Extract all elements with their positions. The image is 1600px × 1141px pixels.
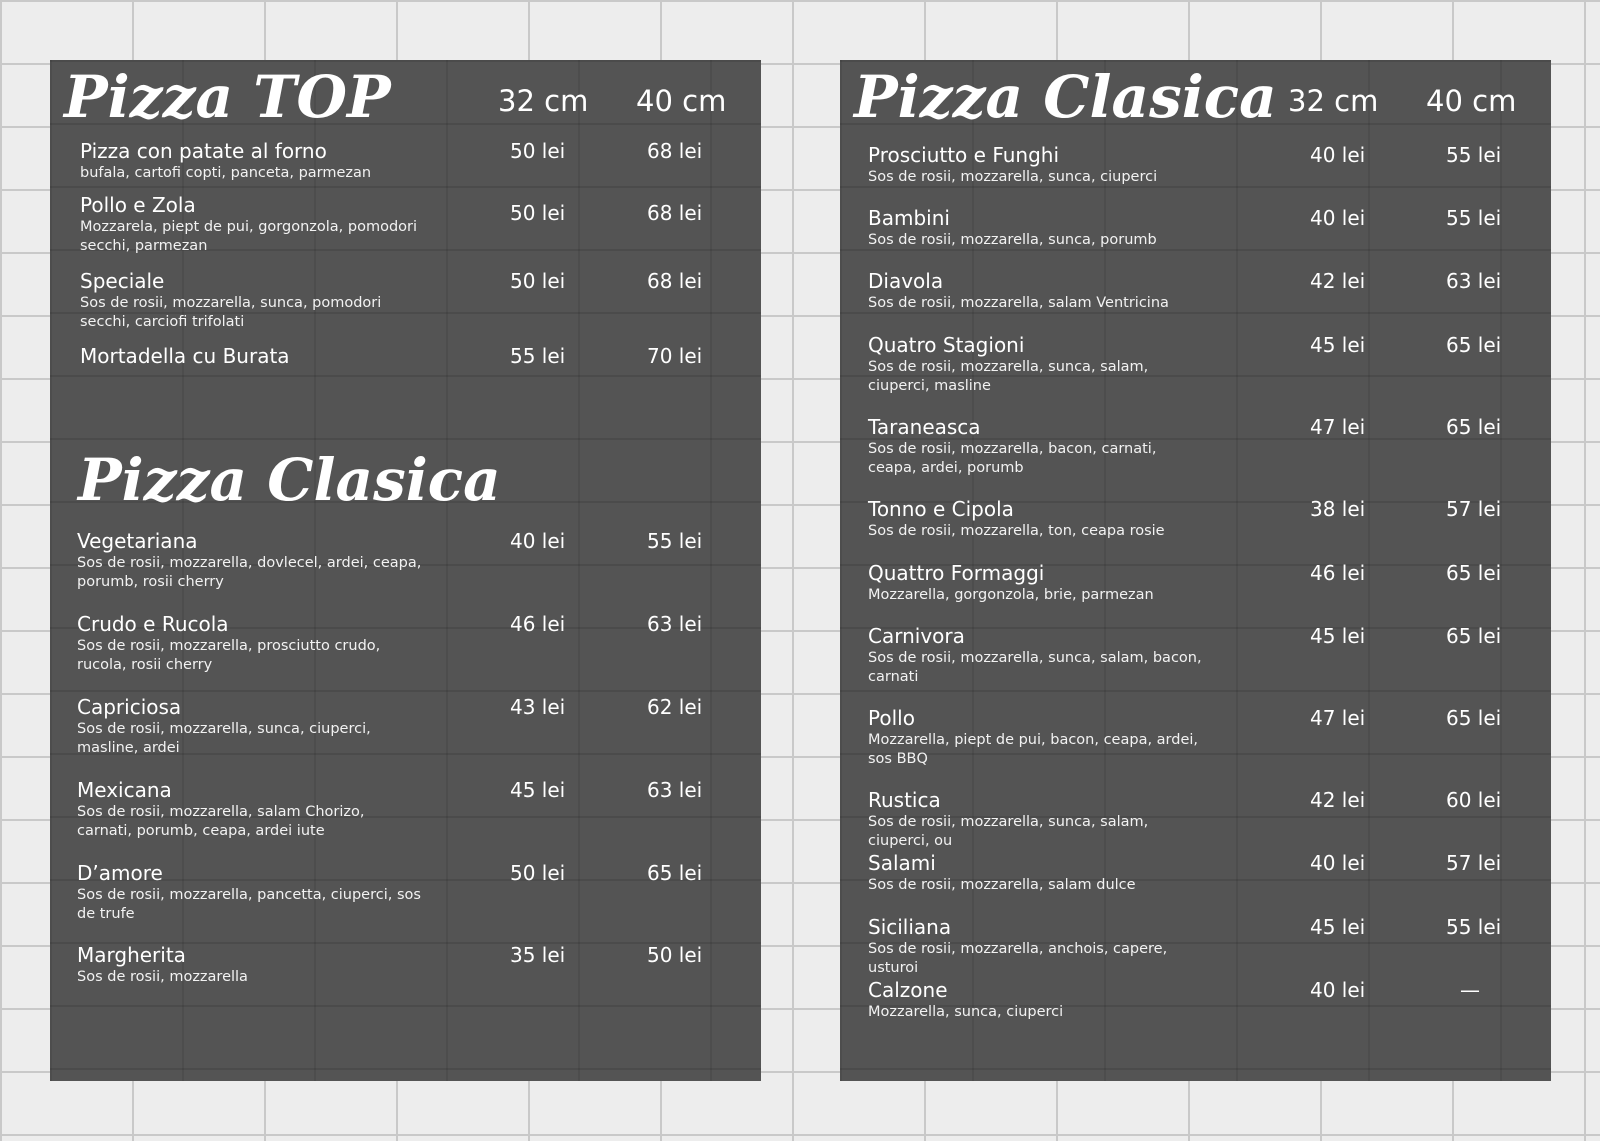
- price-40cm: 57 lei: [1446, 851, 1502, 875]
- item-description: Sos de rosii, mozzarella, salam dulce: [868, 877, 1136, 893]
- price-40cm: 68 lei: [647, 139, 703, 163]
- item-name: Pollo: [868, 706, 915, 730]
- item-description: Sos de rosii, mozzarella, anchois, capere, usturoi: [868, 941, 1168, 976]
- item-description: Sos de rosii, mozzarella, sunca, pomodori secchi, carciofi trifolati: [80, 295, 382, 330]
- item-description: Sos de rosii, mozzarella, sunca, salam, ciuperci, masline: [868, 359, 1149, 394]
- right-menu-panel: [840, 60, 1551, 1081]
- price-40cm: 68 lei: [647, 269, 703, 293]
- item-name: Pizza con patate al forno: [80, 139, 327, 163]
- item-description: Sos de rosii, mozzarella, pancetta, ciuperci, sos de trufe: [77, 887, 421, 922]
- price-32cm: 40 lei: [1310, 978, 1366, 1002]
- price-40cm: 55 lei: [1446, 143, 1502, 167]
- item-name: Rustica: [868, 788, 941, 812]
- item-name: Tonno e Cipola: [868, 497, 1014, 521]
- item-description: Sos de rosii, mozzarella, dovlecel, ardei, ceapa, porumb, rosii cherry: [77, 555, 422, 590]
- item-name: Taraneasca: [868, 415, 981, 439]
- top-size-40-header: 40 cm: [636, 84, 727, 118]
- pizza-clasica-right-title: Pizza Clasica: [854, 63, 1277, 131]
- price-32cm: 50 lei: [510, 139, 566, 163]
- price-40cm: —: [1460, 978, 1480, 1002]
- price-32cm: 42 lei: [1310, 788, 1366, 812]
- item-name: Prosciutto e Funghi: [868, 143, 1060, 167]
- price-32cm: 55 lei: [510, 344, 566, 368]
- price-32cm: 43 lei: [510, 695, 566, 719]
- item-name: Bambini: [868, 206, 950, 230]
- price-32cm: 50 lei: [510, 861, 566, 885]
- price-40cm: 63 lei: [1446, 269, 1502, 293]
- price-40cm: 70 lei: [647, 344, 703, 368]
- item-description: Mozzarella, sunca, ciuperci: [868, 1004, 1064, 1020]
- price-40cm: 65 lei: [647, 861, 703, 885]
- price-32cm: 35 lei: [510, 943, 566, 967]
- price-32cm: 42 lei: [1310, 269, 1366, 293]
- item-description: Mozzarella, gorgonzola, brie, parmezan: [868, 587, 1154, 603]
- item-description: Sos de rosii, mozzarella: [77, 969, 248, 985]
- left-menu-panel: [50, 60, 761, 1081]
- price-40cm: 63 lei: [647, 612, 703, 636]
- price-32cm: 50 lei: [510, 269, 566, 293]
- item-name: Carnivora: [868, 624, 965, 648]
- item-description: bufala, cartofi copti, panceta, parmezan: [80, 165, 372, 181]
- item-description: Sos de rosii, mozzarella, sunca, ciuperci, masline, ardei: [77, 721, 371, 756]
- price-40cm: 50 lei: [647, 943, 703, 967]
- item-description: Mozzarela, piept de pui, gorgonzola, pomodori secchi, parmezan: [80, 219, 418, 254]
- item-description: Sos de rosii, mozzarella, salam Chorizo, carnati, porumb, ceapa, ardei iute: [77, 804, 365, 839]
- item-name: Quattro Formaggi: [868, 561, 1045, 585]
- price-40cm: 65 lei: [1446, 561, 1502, 585]
- item-name: Pollo e Zola: [80, 193, 196, 217]
- item-description: Sos de rosii, mozzarella, sunca, salam, bacon, carnati: [868, 650, 1202, 685]
- item-description: Sos de rosii, mozzarella, sunca, salam, ciuperci, ou: [868, 814, 1149, 849]
- item-name: Salami: [868, 851, 936, 875]
- price-32cm: 45 lei: [1310, 624, 1366, 648]
- item-name: Siciliana: [868, 915, 952, 939]
- price-32cm: 40 lei: [1310, 143, 1366, 167]
- item-name: Vegetariana: [77, 529, 198, 553]
- price-40cm: 55 lei: [647, 529, 703, 553]
- item-name: Quatro Stagioni: [868, 333, 1025, 357]
- price-32cm: 45 lei: [1310, 915, 1366, 939]
- price-32cm: 45 lei: [1310, 333, 1366, 357]
- price-40cm: 55 lei: [1446, 206, 1502, 230]
- item-name: Diavola: [868, 269, 944, 293]
- item-description: Sos de rosii, mozzarella, bacon, carnati, ceapa, ardei, porumb: [868, 441, 1157, 476]
- price-40cm: 63 lei: [647, 778, 703, 802]
- price-32cm: 46 lei: [1310, 561, 1366, 585]
- item-description: Mozzarella, piept de pui, bacon, ceapa, ardei, sos BBQ: [868, 732, 1199, 767]
- item-name: Capriciosa: [77, 695, 182, 719]
- item-name: Crudo e Rucola: [77, 612, 229, 636]
- price-32cm: 40 lei: [1310, 851, 1366, 875]
- price-40cm: 68 lei: [647, 201, 703, 225]
- pizza-clasica-left-title: Pizza Clasica: [78, 446, 501, 514]
- right-size-40-header: 40 cm: [1426, 84, 1517, 118]
- top-size-32-header: 32 cm: [498, 84, 589, 118]
- item-name: Margherita: [77, 943, 186, 967]
- price-32cm: 47 lei: [1310, 706, 1366, 730]
- price-32cm: 38 lei: [1310, 497, 1366, 521]
- price-32cm: 40 lei: [1310, 206, 1366, 230]
- item-name: Speciale: [80, 269, 165, 293]
- price-32cm: 50 lei: [510, 201, 566, 225]
- price-40cm: 65 lei: [1446, 706, 1502, 730]
- price-40cm: 55 lei: [1446, 915, 1502, 939]
- item-description: Sos de rosii, mozzarella, sunca, porumb: [868, 232, 1157, 248]
- price-32cm: 45 lei: [510, 778, 566, 802]
- price-32cm: 40 lei: [510, 529, 566, 553]
- item-name: Mexicana: [77, 778, 172, 802]
- price-40cm: 57 lei: [1446, 497, 1502, 521]
- item-description: Sos de rosii, mozzarella, salam Ventricina: [868, 295, 1169, 311]
- price-40cm: 65 lei: [1446, 415, 1502, 439]
- price-32cm: 47 lei: [1310, 415, 1366, 439]
- price-40cm: 62 lei: [647, 695, 703, 719]
- item-name: Calzone: [868, 978, 948, 1002]
- item-description: Sos de rosii, mozzarella, ton, ceapa rosie: [868, 523, 1165, 539]
- item-name: D’amore: [77, 861, 163, 885]
- pizza-top-title: Pizza TOP: [64, 63, 391, 131]
- item-name: Mortadella cu Burata: [80, 344, 290, 368]
- price-32cm: 46 lei: [510, 612, 566, 636]
- item-description: Sos de rosii, mozzarella, prosciutto crudo, rucola, rosii cherry: [77, 638, 381, 673]
- price-40cm: 65 lei: [1446, 624, 1502, 648]
- right-size-32-header: 32 cm: [1288, 84, 1379, 118]
- price-40cm: 65 lei: [1446, 333, 1502, 357]
- price-40cm: 60 lei: [1446, 788, 1502, 812]
- item-description: Sos de rosii, mozzarella, sunca, ciuperci: [868, 169, 1158, 185]
